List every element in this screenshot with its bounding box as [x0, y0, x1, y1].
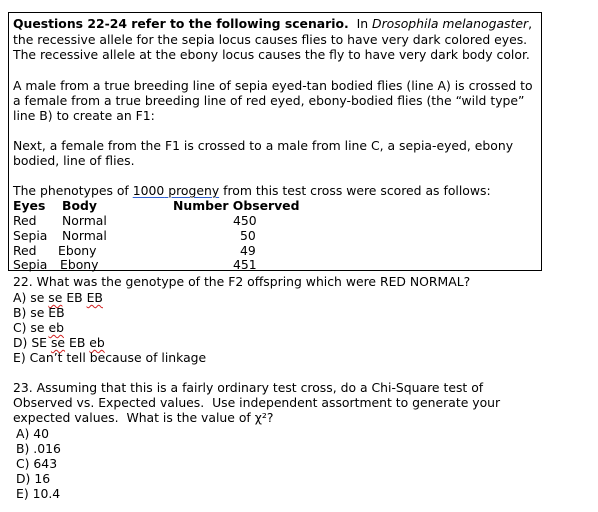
q22-d-eb: eb: [89, 335, 105, 350]
q23-option-b[interactable]: B) .016: [16, 441, 61, 456]
q23-option-a[interactable]: A) 40: [16, 426, 50, 441]
phenotypes-intro: [13, 183, 491, 198]
species-name: Drosophila melanogaster: [372, 16, 529, 31]
q22-a-pre: A) se: [13, 290, 49, 305]
q23-option-c[interactable]: C) 643: [16, 456, 58, 471]
progeny-count-link[interactable]: 1000: [132, 183, 165, 198]
q22-c-pre: C) se: [13, 320, 49, 335]
row-body: Ebony: [60, 257, 99, 272]
row-number: 450: [233, 213, 257, 228]
q22-a-se: se: [48, 290, 63, 305]
q23-option-e[interactable]: E) 10.4: [16, 486, 61, 501]
intro-line-2: the recessive allele for the sepia locus causes flies to have very dark colored eyes.: [13, 32, 528, 47]
row-eyes: Sepia: [13, 228, 48, 243]
q22-option-a[interactable]: [13, 290, 103, 305]
cross1-line-1: A male from a true breeding line of sepia eyed-tan bodied flies (line A) is crossed to: [13, 78, 533, 93]
cross1-line-2: a female from a true breeding line of red eyed, ebony-bodied flies (the “wild type”: [13, 93, 525, 108]
row-eyes: Sepia: [13, 257, 48, 272]
q22-option-c[interactable]: [13, 320, 64, 335]
question-23-line-2: Observed vs. Expected values. Use independent assortment to generate your: [13, 395, 501, 410]
row-number: 49: [240, 243, 256, 258]
q22-d-se: se: [50, 335, 66, 350]
question-22: 22. What was the genotype of the F2 offspring which were RED NORMAL?: [13, 274, 471, 289]
row-number: 50: [240, 228, 256, 243]
q22-a-eb2: EB: [86, 290, 103, 305]
cross2-line-2: bodied, line of flies.: [13, 153, 135, 168]
row-number: 451: [233, 257, 257, 272]
intro-line1-after: In: [348, 16, 373, 31]
phenotypes-post: from this test cross were scored as follows:: [219, 183, 491, 198]
cross2-line-1: Next, a female from the F1 is crossed to a male from line C, a sepia-eyed, ebony: [13, 138, 514, 153]
q22-option-d[interactable]: [13, 335, 105, 350]
phenotypes-pre: The phenotypes of: [13, 183, 133, 198]
q22-option-e[interactable]: E) Can’t tell because of linkage: [13, 350, 207, 365]
header-eyes: Eyes: [13, 198, 46, 213]
row-eyes: Red: [13, 213, 37, 228]
row-body: Ebony: [58, 243, 97, 258]
q22-c-eb: eb: [48, 320, 64, 335]
progeny-link[interactable]: progeny: [168, 183, 220, 198]
question-23-line-1: 23. Assuming that this is a fairly ordinary test cross, do a Chi-Square test of: [13, 380, 484, 395]
q23-option-d[interactable]: D) 16: [16, 471, 51, 486]
q22-d-pre: D) SE: [13, 335, 51, 350]
intro-line-3: The recessive allele at the ebony locus causes the fly to have very dark body color.: [13, 47, 530, 62]
q22-option-b[interactable]: B) se EB: [13, 305, 65, 320]
row-body: Normal: [62, 228, 107, 243]
q22-d-mid: EB: [65, 335, 90, 350]
intro-line-1: [13, 16, 532, 31]
intro-line1-end: ,: [528, 16, 533, 31]
question-23-line-3: expected values. What is the value of χ²?: [13, 410, 274, 425]
header-number: Number Observed: [173, 198, 300, 213]
q22-a-eb1: EB: [62, 290, 87, 305]
row-eyes: Red: [13, 243, 37, 258]
header-body: Body: [62, 198, 97, 213]
row-body: Normal: [62, 213, 107, 228]
intro-heading: Questions 22-24 refer to the following scenario.: [13, 16, 349, 31]
cross1-line-3: line B) to create an F1:: [13, 108, 155, 123]
